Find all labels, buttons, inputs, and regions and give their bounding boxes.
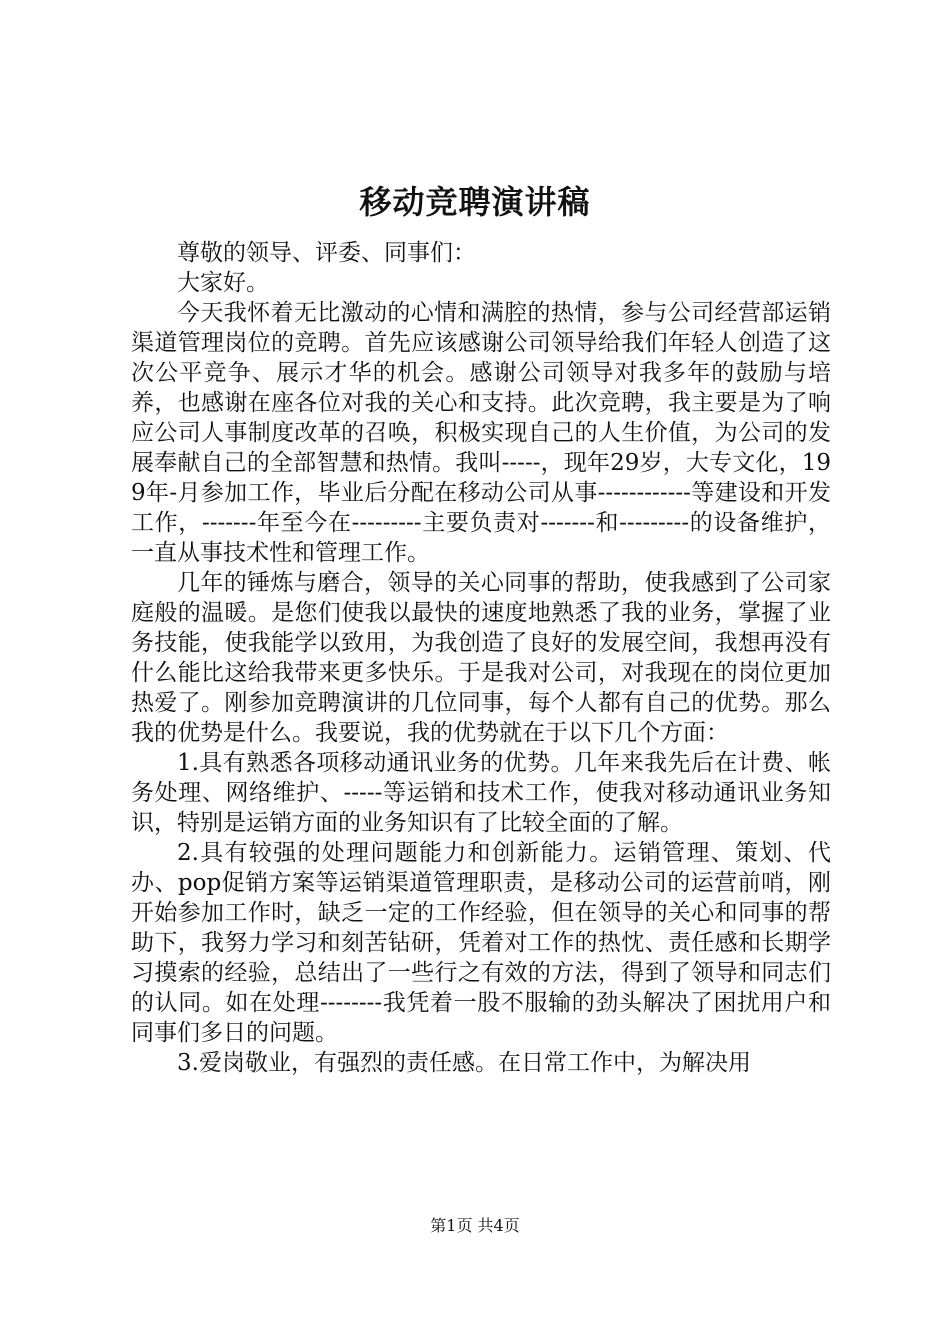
paragraph-introduction: 今天我怀着无比激动的心情和满腔的热情，参与公司经营部运销渠道管理岗位的竞聘。首先应该感谢公司领导给我们年轻人创造了这次公平竞争、展示才华的机会。感谢公司领导对我多年的鼓励与培养，也感谢在座各位对我的关心和支持。此次竞聘，我主要是为了响应公司人事制度改革的召唤，积极实现自己的人生价值，为公司的发展奉献自己的全部智慧和热情。我叫-----，现年29岁，大专文化，199年-月参加工作，毕业后分配在移动公司从事------------等建设和开发工作，-------年至今在---------主要负责对-------和---------的设备维护，一直从事技术性和管理工作。: [131, 300, 831, 566]
greeting: 大家好。: [177, 270, 269, 296]
paragraph-advantage-1: 1.具有熟悉各项移动通讯业务的优势。几年来我先后在计费、帐务处理、网络维护、-----等运销和技术工作，使我对移动通讯业务知识，特别是运销方面的业务知识有了比较全面的了解。: [131, 750, 831, 836]
document-title: 移动竞聘演讲稿: [359, 183, 591, 221]
salutation: 尊敬的领导、评委、同事们：: [177, 240, 476, 266]
page-number-footer: 第1页 共4页: [430, 1216, 520, 1235]
paragraph-advantage-2: 2.具有较强的处理问题能力和创新能力。运销管理、策划、代办、pop促销方案等运销渠道管理职责，是移动公司的运营前哨，刚开始参加工作时，缺乏一定的工作经验，但在领导的关心和同事的帮助下，我努力学习和刻苦钻研，凭着对工作的热忱、责任感和长期学习摸索的经验，总结出了一些行之有效的方法，得到了领导和同志们的认同。如在处理--------我凭着一股不服输的劲头解决了困扰用户和同事们多日的问题。: [131, 840, 831, 1046]
paragraph-experience: 几年的锤炼与磨合，领导的关心同事的帮助，使我感到了公司家庭般的温暖。是您们使我以最快的速度地熟悉了我的业务，掌握了业务技能，使我能学以致用，为我创造了良好的发展空间，我想再没有什么能比这给我带来更多快乐。于是我对公司，对我现在的岗位更加热爱了。刚参加竞聘演讲的几位同事，每个人都有自己的优势。那么我的优势是什么。我要说，我的优势就在于以下几个方面：: [131, 570, 831, 746]
document-body: [131, 238, 831, 1078]
paragraph-advantage-3: 3.爱岗敬业，有强烈的责任感。在日常工作中，为解决用: [177, 1050, 751, 1076]
